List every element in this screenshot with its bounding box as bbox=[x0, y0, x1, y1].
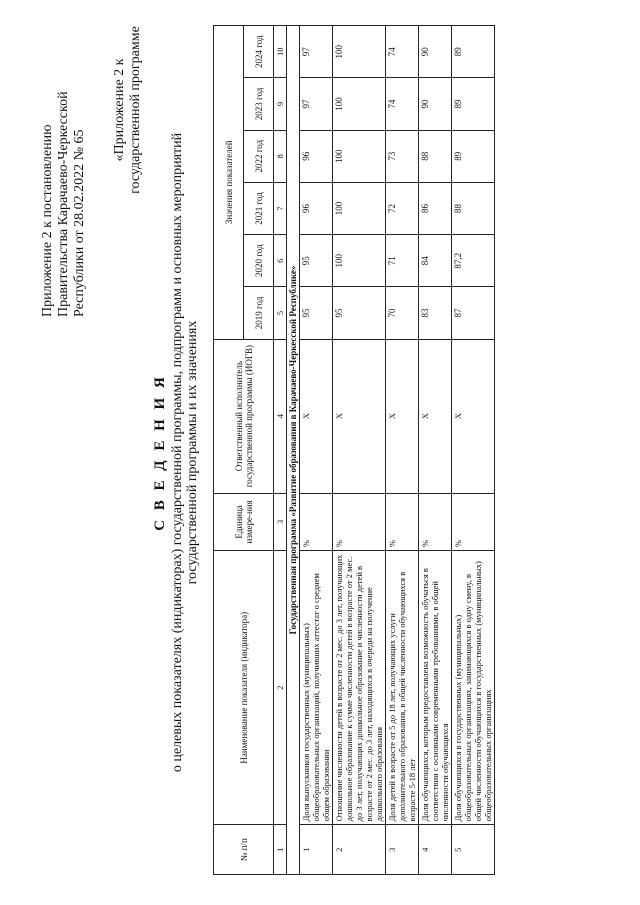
value-cell: 74 bbox=[386, 78, 419, 130]
executor-cell: Х bbox=[419, 339, 452, 493]
indicator-name: Доля обучающихся, которым предоставлена возможность обучаться в соответствии с основными современными требованиями, в общей численности обучающихся bbox=[419, 551, 452, 825]
decree-line: Правительства Карачаево-Черкесской bbox=[56, 91, 71, 317]
annex-line: государственной программе bbox=[128, 26, 143, 194]
value-cell: 74 bbox=[386, 26, 419, 78]
value-cell: 70 bbox=[386, 287, 419, 339]
table-row bbox=[452, 26, 495, 875]
value-cell: 100 bbox=[333, 235, 386, 287]
column-index: 9 bbox=[274, 78, 287, 130]
value-cell: 95 bbox=[300, 235, 333, 287]
table-row bbox=[419, 26, 452, 875]
indicators-table bbox=[213, 25, 495, 875]
indicator-name: Доля выпускников государственных (муниципальных) общеобразовательных организаций, получивших аттестат о среднем общем образовании bbox=[300, 551, 333, 825]
document-title-block bbox=[150, 0, 200, 905]
column-index: 1 bbox=[274, 825, 287, 875]
header-year: 2023 год bbox=[244, 78, 274, 130]
unit-cell: % bbox=[419, 493, 452, 550]
header-executor: Ответственный исполнитель государственной программы (ИОГВ) bbox=[214, 339, 274, 493]
annex-line: «Приложение 2 к bbox=[112, 58, 127, 162]
header-year: 2024 год bbox=[244, 26, 274, 78]
value-cell: 83 bbox=[419, 287, 452, 339]
value-cell: 96 bbox=[300, 130, 333, 182]
column-index: 2 bbox=[274, 551, 287, 825]
value-cell: 95 bbox=[300, 287, 333, 339]
value-cell: 90 bbox=[419, 78, 452, 130]
column-index: 3 bbox=[274, 493, 287, 550]
column-index: 6 bbox=[274, 235, 287, 287]
column-index: 10 bbox=[274, 26, 287, 78]
row-num: 4 bbox=[419, 825, 452, 875]
value-cell: 95 bbox=[333, 287, 386, 339]
header-unit: Единица измере-ния bbox=[214, 493, 274, 550]
value-cell: 100 bbox=[333, 182, 386, 234]
row-num: 5 bbox=[452, 825, 495, 875]
indicator-name: Доля обучающихся в государственных (муниципальных) общеобразовательных организациях, занимающихся в одну смену, в общей численности обучающихся в государственных (муниципальных) общеобразовательных организациях bbox=[452, 551, 495, 825]
value-cell: 97 bbox=[300, 78, 333, 130]
value-cell: 100 bbox=[333, 78, 386, 130]
value-cell: 72 bbox=[386, 182, 419, 234]
value-cell: 97 bbox=[300, 26, 333, 78]
value-cell: 84 bbox=[419, 235, 452, 287]
column-index: 5 bbox=[274, 287, 287, 339]
value-cell: 100 bbox=[333, 130, 386, 182]
indicator-name: Отношение численности детей в возрасте от 2 мес. до 3 лет, получающих дошкольное образование к сумме численности детей в возрасте от 2 мес. до 3 лет, получающих дошкольное образование и численности детей в возрасте от 2 мес. до 3 лет, находящихся в очереди на получение дошкольного образования bbox=[333, 551, 386, 825]
header-year: 2021 год bbox=[244, 182, 274, 234]
value-cell: 88 bbox=[452, 182, 495, 234]
decree-reference bbox=[40, 17, 88, 317]
table-row bbox=[386, 26, 419, 875]
column-index-row bbox=[274, 26, 287, 875]
value-cell: 89 bbox=[452, 26, 495, 78]
table-row bbox=[333, 26, 386, 875]
row-num: 3 bbox=[386, 825, 419, 875]
indicator-name: Доля детей в возрасте от 5 до 18 лет, получающих услуги дополнительного образования, в общей численности обучающихся в возрасте 5-18 лет bbox=[386, 551, 419, 825]
header-year: 2022 год bbox=[244, 130, 274, 182]
column-index: 8 bbox=[274, 130, 287, 182]
unit-cell: % bbox=[386, 493, 419, 550]
table-row bbox=[300, 26, 333, 875]
program-title-row bbox=[287, 26, 300, 875]
value-cell: 86 bbox=[419, 182, 452, 234]
annex-reference bbox=[112, 5, 144, 215]
value-cell: 100 bbox=[333, 26, 386, 78]
header-num: № п/п bbox=[214, 825, 274, 875]
decree-line: Приложение 2 к постановлению bbox=[40, 124, 55, 317]
header-name: Наименование показателя (индикатора) bbox=[214, 551, 274, 825]
unit-cell: % bbox=[300, 493, 333, 550]
decree-line: Республики от 28.02.2022 № 65 bbox=[72, 129, 87, 317]
row-num: 1 bbox=[300, 825, 333, 875]
document-subtitle: о целевых показателях (индикаторах) государственной программы, подпрограмм и основных мероприятий государственной программы и их значениях bbox=[170, 132, 200, 773]
value-cell: 87,2 bbox=[452, 235, 495, 287]
header-year: 2019 год bbox=[244, 287, 274, 339]
unit-cell: % bbox=[333, 493, 386, 550]
program-title: Государственная программа «Развитие образования в Карачаево-Черкесской Республике» bbox=[287, 26, 300, 875]
column-index: 4 bbox=[274, 339, 287, 493]
value-cell: 88 bbox=[419, 130, 452, 182]
header-year: 2020 год bbox=[244, 235, 274, 287]
header-values-group: Значения показателей bbox=[214, 26, 244, 340]
value-cell: 89 bbox=[452, 130, 495, 182]
column-index: 7 bbox=[274, 182, 287, 234]
unit-cell: % bbox=[452, 493, 495, 550]
value-cell: 73 bbox=[386, 130, 419, 182]
value-cell: 87 bbox=[452, 287, 495, 339]
executor-cell: Х bbox=[333, 339, 386, 493]
header-row bbox=[214, 26, 244, 875]
executor-cell: Х bbox=[300, 339, 333, 493]
row-num: 2 bbox=[333, 825, 386, 875]
value-cell: 96 bbox=[300, 182, 333, 234]
value-cell: 89 bbox=[452, 78, 495, 130]
value-cell: 90 bbox=[419, 26, 452, 78]
executor-cell: Х bbox=[386, 339, 419, 493]
document-title: С В Е Д Е Н И Я bbox=[152, 374, 168, 531]
value-cell: 71 bbox=[386, 235, 419, 287]
executor-cell: Х bbox=[452, 339, 495, 493]
